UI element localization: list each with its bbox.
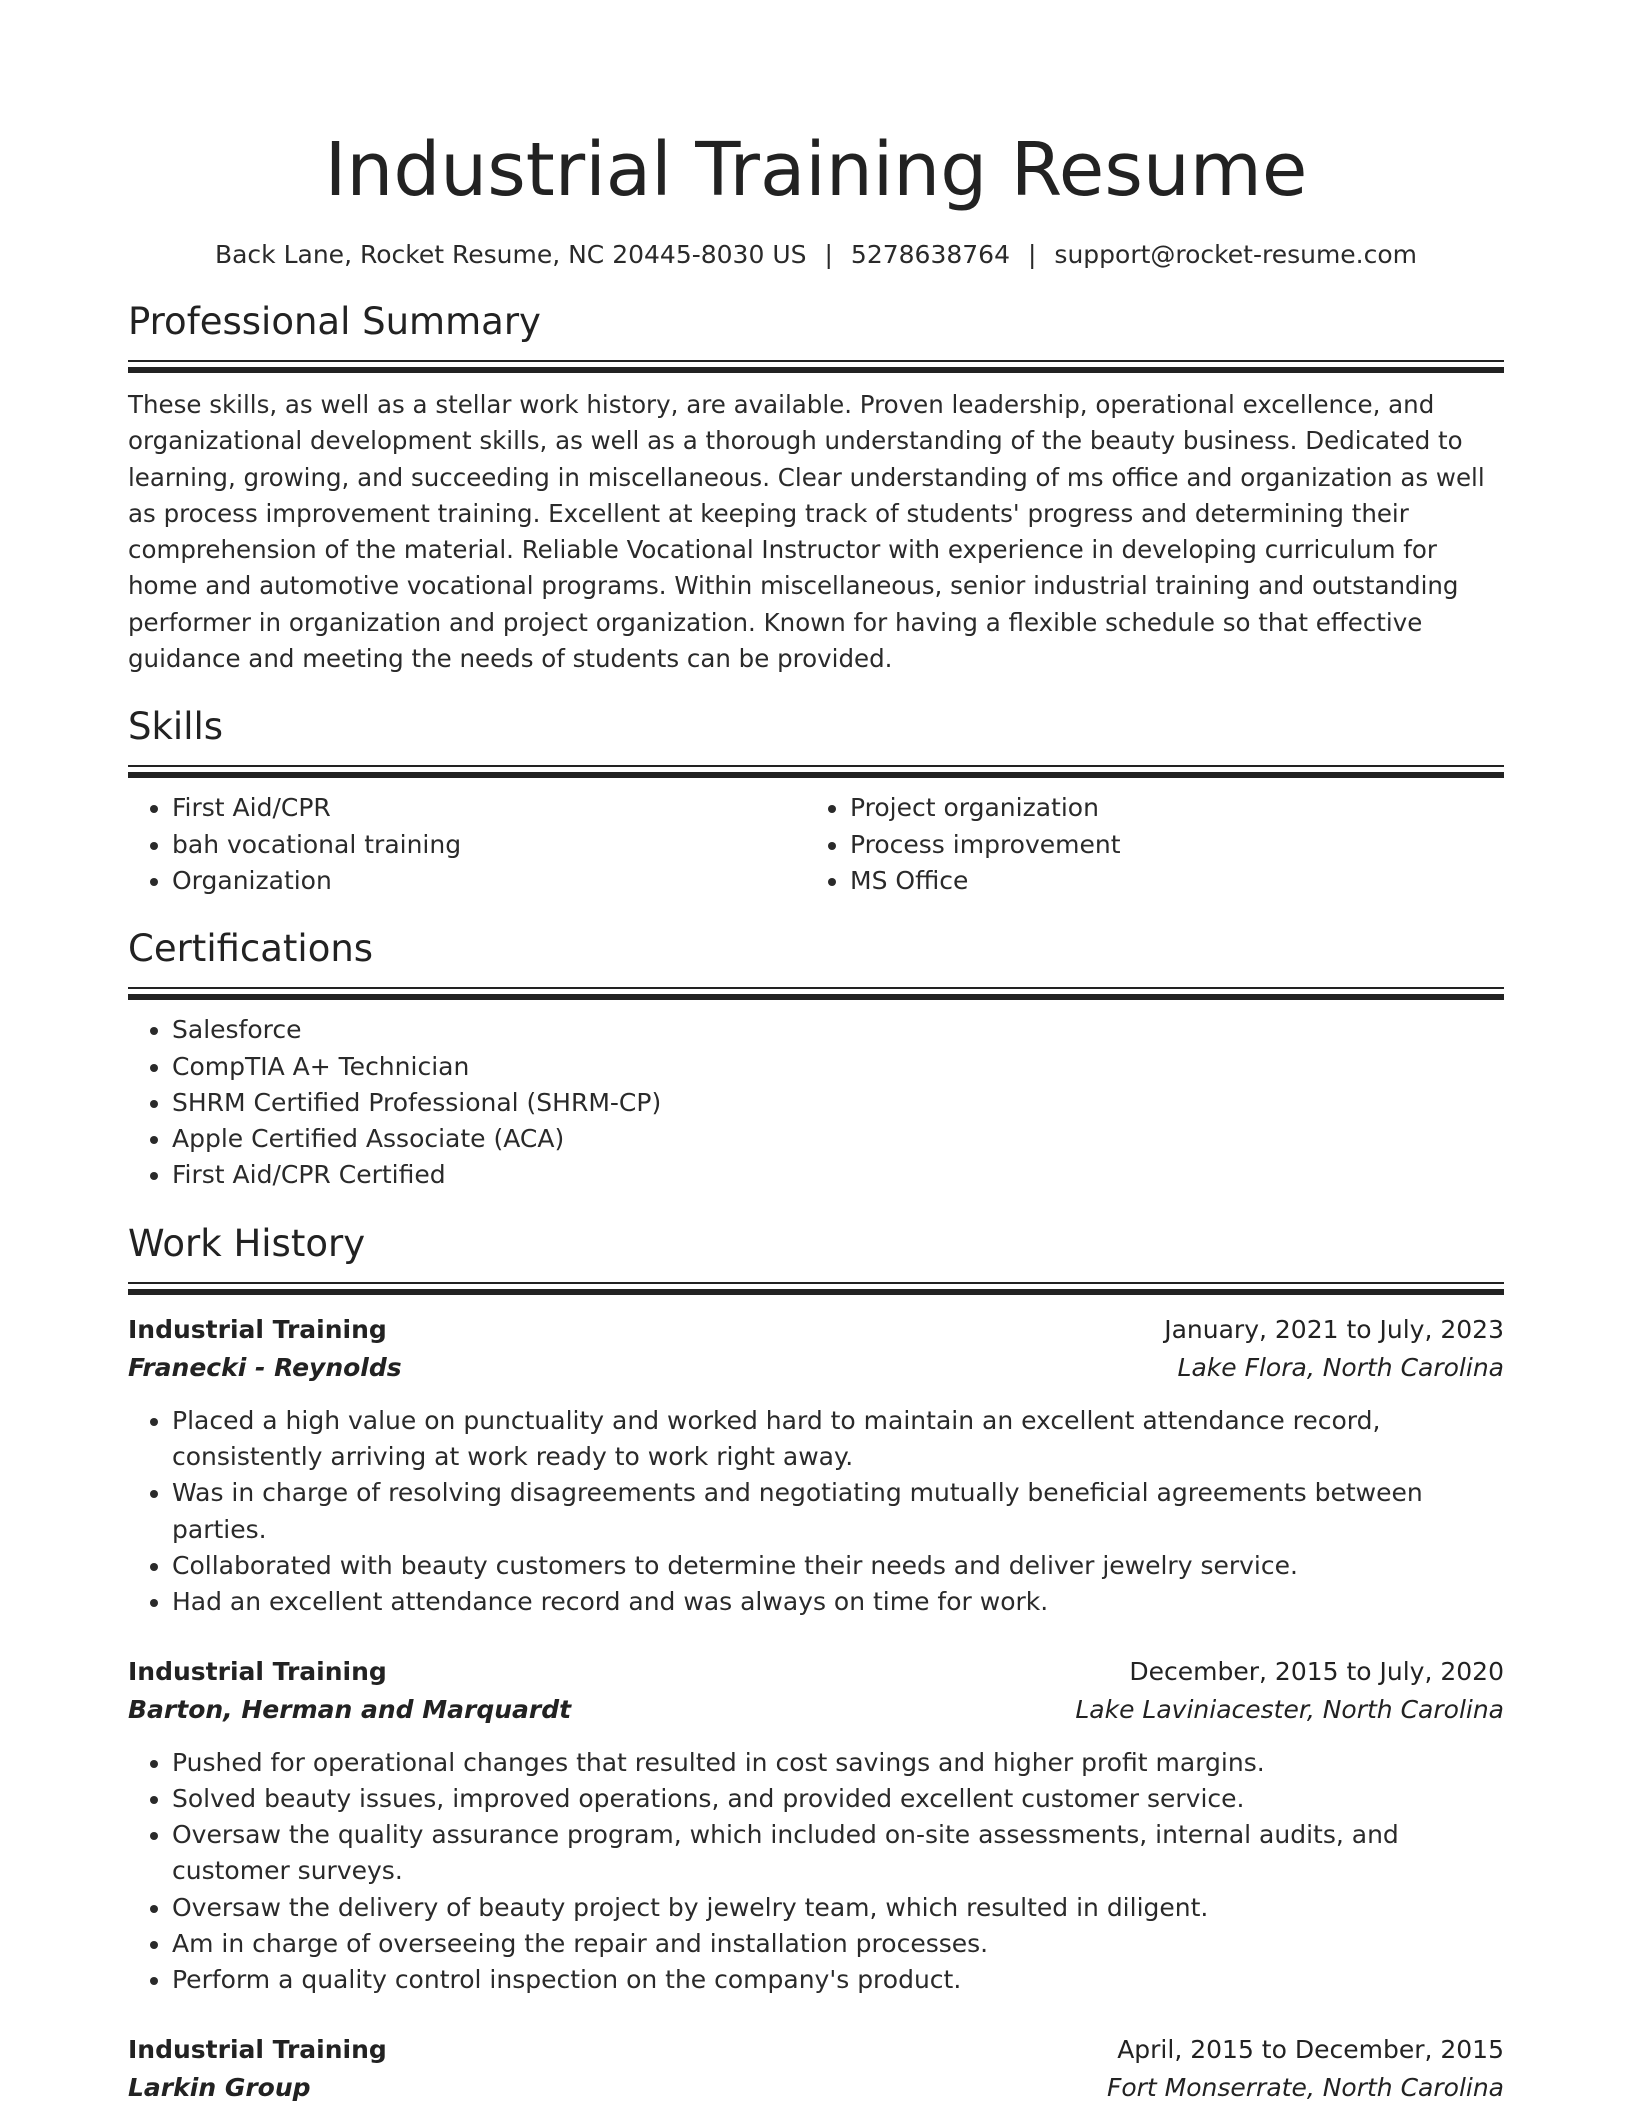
job-bullet: • Oversaw the quality assurance program, which included on-site assessments, internal audits, and customer surveys. bbox=[172, 1817, 1504, 1890]
section-rule-thick bbox=[128, 994, 1504, 1000]
contact-line bbox=[128, 238, 1504, 272]
job-entry bbox=[128, 1653, 1504, 1999]
job-dates: January, 2021 to July, 2023 bbox=[1164, 1314, 1504, 1344]
job-location: Fort Monserrate, North Carolina bbox=[1106, 2072, 1504, 2102]
resume-page bbox=[128, 0, 1504, 2107]
job-bullet: • Perform a quality control inspection on the company's product. bbox=[172, 1962, 1504, 1998]
summary-text: These skills, as well as a stellar work history, are available. Proven leadership, operational excellence, and organizational development skills, as well as a thorough understanding of the beauty business. Dedicated to learning, growing, and succeeding in miscellaneous. Clear understanding of ms office and organization as well as process improvement training. Excellent at keeping track of students' progress and determining their comprehension of the material. Reliable Vocational Instructor with experience in developing curriculum for home and automotive vocational programs. Within miscellaneous, senior industrial training and outstanding performer in organization and project organization. Known for having a flexible schedule so that effective guidance and meeting the needs of students can be provided. bbox=[128, 390, 1485, 674]
job-dates: December, 2015 to July, 2020 bbox=[1129, 1656, 1504, 1686]
job-location: Lake Laviniacester, North Carolina bbox=[1075, 1694, 1504, 1724]
job-location: Lake Flora, North Carolina bbox=[1177, 1352, 1504, 1382]
skill-item: • Organization bbox=[172, 863, 806, 899]
skills-list-right bbox=[806, 790, 1484, 899]
summary-section bbox=[128, 298, 1504, 677]
work-history-heading: Work History bbox=[128, 1221, 366, 1265]
job-company-row bbox=[128, 1691, 1504, 1729]
job-company: Barton, Herman and Marquardt bbox=[128, 1694, 572, 1724]
skill-item: • First Aid/CPR bbox=[172, 790, 806, 826]
job-company-row bbox=[128, 1349, 1504, 1387]
job-entry bbox=[128, 1311, 1504, 1621]
job-bullets bbox=[128, 1403, 1504, 1621]
certification-item: • Apple Certified Associate (ACA) bbox=[172, 1121, 1504, 1157]
skills-columns bbox=[128, 778, 1504, 899]
certification-item: • SHRM Certified Professional (SHRM-CP) bbox=[172, 1085, 1504, 1121]
job-bullet: • Had an excellent attendance record and was always on time for work. bbox=[172, 1584, 1504, 1620]
job-bullets bbox=[128, 1745, 1504, 1999]
job-header-row bbox=[128, 2031, 1504, 2069]
job-header-row bbox=[128, 1653, 1504, 1691]
contact-phone: 5278638764 bbox=[850, 240, 1010, 269]
job-dates: April, 2015 to December, 2015 bbox=[1117, 2034, 1504, 2064]
work-history-section bbox=[128, 1220, 1504, 2107]
job-company: Larkin Group bbox=[128, 2072, 311, 2102]
skills-heading: Skills bbox=[128, 705, 224, 749]
contact-email: support@rocket-resume.com bbox=[1054, 240, 1418, 269]
section-rule-thick bbox=[128, 367, 1504, 373]
section-rule-thin bbox=[128, 1282, 1504, 1284]
job-bullet: • Am in charge of overseeing the repair and installation processes. bbox=[172, 1926, 1504, 1962]
certification-item: • Salesforce bbox=[172, 1012, 1504, 1048]
job-entry bbox=[128, 2031, 1504, 2107]
skills-list-left bbox=[128, 790, 806, 899]
job-title: Industrial Training bbox=[128, 1314, 387, 1344]
job-bullet: • Collaborated with beauty customers to determine their needs and deliver jewelry service. bbox=[172, 1548, 1504, 1584]
contact-separator: | bbox=[824, 240, 833, 269]
section-rule-thin bbox=[128, 360, 1504, 362]
certifications-heading: Certifications bbox=[128, 927, 374, 971]
job-bullet: • Oversaw the delivery of beauty project by jewelry team, which resulted in diligent. bbox=[172, 1890, 1504, 1926]
summary-heading: Professional Summary bbox=[128, 300, 541, 343]
job-bullet: • Pushed for operational changes that resulted in cost savings and higher profit margins. bbox=[172, 1745, 1504, 1781]
certifications-section bbox=[128, 925, 1504, 1193]
certification-item: • First Aid/CPR Certified bbox=[172, 1157, 1504, 1193]
section-rule-thick bbox=[128, 1289, 1504, 1295]
certification-item: • CompTIA A+ Technician bbox=[172, 1049, 1504, 1085]
contact-separator: | bbox=[1027, 240, 1037, 269]
certifications-list bbox=[128, 1012, 1504, 1193]
skill-item: • Project organization bbox=[850, 790, 1484, 826]
job-company-row bbox=[128, 2069, 1504, 2107]
skill-item: • bah vocational training bbox=[172, 827, 806, 863]
section-rule-thin bbox=[128, 987, 1504, 989]
resume-title: Industrial Training Resume bbox=[324, 127, 1308, 213]
skill-item: • Process improvement bbox=[850, 827, 1484, 863]
skill-item: • MS Office bbox=[850, 863, 1484, 899]
job-title: Industrial Training bbox=[128, 1656, 387, 1686]
job-title: Industrial Training bbox=[128, 2034, 387, 2064]
job-company: Franecki - Reynolds bbox=[128, 1352, 402, 1382]
job-bullet: • Solved beauty issues, improved operations, and provided excellent customer service. bbox=[172, 1781, 1504, 1817]
section-rule-thin bbox=[128, 765, 1504, 767]
job-bullet: • Was in charge of resolving disagreements and negotiating mutually beneficial agreements between parties. bbox=[172, 1475, 1504, 1548]
job-header-row bbox=[128, 1311, 1504, 1349]
contact-address: Back Lane, Rocket Resume, NC 20445-8030 US bbox=[214, 240, 807, 269]
job-bullet: • Placed a high value on punctuality and worked hard to maintain an excellent attendance record, consistently arriving at work ready to work right away. bbox=[172, 1403, 1504, 1476]
skills-section bbox=[128, 703, 1504, 899]
